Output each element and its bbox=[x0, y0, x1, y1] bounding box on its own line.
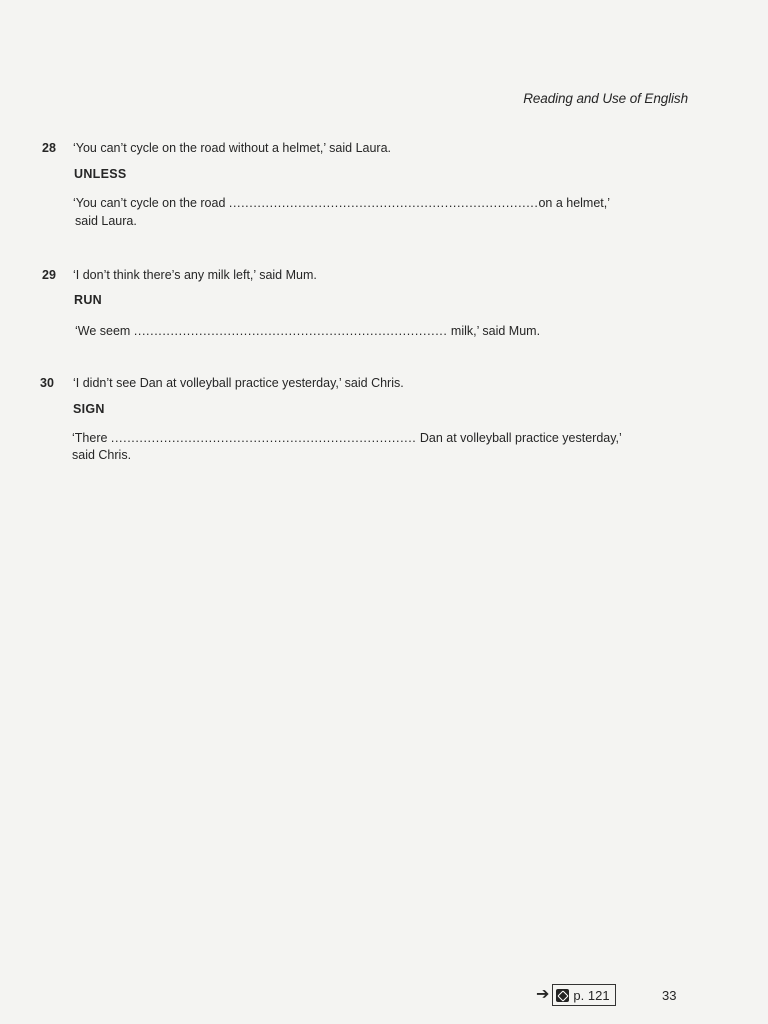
answer-gap[interactable]: ............................................................................. bbox=[133, 324, 448, 338]
answer-line bbox=[75, 324, 540, 338]
keyword: SIGN bbox=[73, 402, 105, 416]
question-number: 28 bbox=[42, 141, 56, 155]
keyword: RUN bbox=[74, 293, 102, 307]
question-prompt: ‘I don’t think there’s any milk left,’ said Mum. bbox=[73, 268, 317, 282]
grammar-reference-icon bbox=[556, 989, 569, 1002]
question-prompt: ‘I didn’t see Dan at volleyball practice yesterday,’ said Chris. bbox=[73, 376, 404, 390]
answer-start: ‘There bbox=[72, 431, 111, 445]
page-reference: p. 121 bbox=[573, 987, 610, 1003]
answer-line-2: said Chris. bbox=[72, 448, 132, 462]
answer-gap[interactable]: ........................................................................... bbox=[110, 431, 417, 445]
answer-end: milk,’ said Mum. bbox=[447, 324, 541, 338]
answer-line bbox=[73, 196, 610, 210]
arrow-right-icon: ➔ bbox=[536, 986, 550, 1003]
keyword: UNLESS bbox=[74, 167, 127, 181]
answer-start: ‘We seem bbox=[75, 324, 134, 338]
answer-end: Dan at volleyball practice yesterday,’ bbox=[416, 431, 622, 445]
answer-line bbox=[72, 431, 622, 445]
grammar-reference-link[interactable] bbox=[536, 984, 616, 1006]
page-reference-box bbox=[552, 984, 615, 1006]
question-number: 29 bbox=[42, 268, 56, 282]
answer-end: on a helmet,’ bbox=[538, 196, 611, 210]
answer-gap[interactable]: ............................................................................ bbox=[228, 196, 539, 210]
question-number: 30 bbox=[40, 376, 54, 390]
answer-line-2: said Laura. bbox=[75, 214, 137, 228]
answer-start: ‘You can’t cycle on the road bbox=[73, 196, 229, 210]
section-header: Reading and Use of English bbox=[523, 91, 688, 106]
page-number: 33 bbox=[662, 988, 677, 1003]
question-prompt: ‘You can’t cycle on the road without a helmet,’ said Laura. bbox=[73, 141, 392, 155]
